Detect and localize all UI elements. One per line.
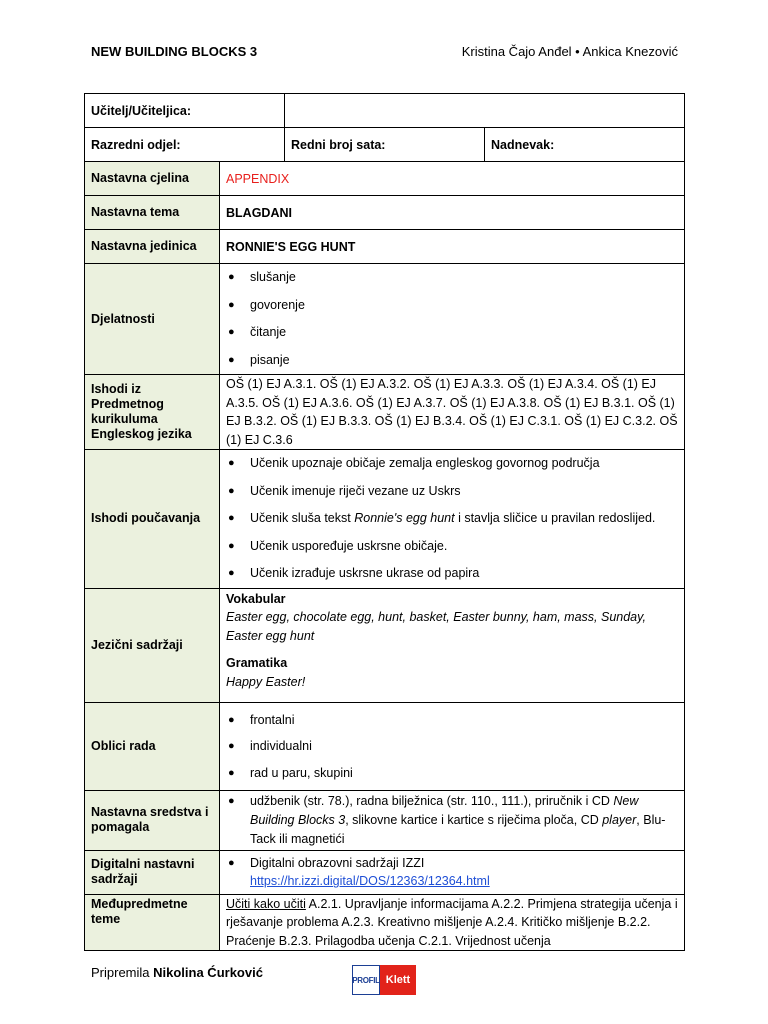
document-title: NEW BUILDING BLOCKS 3 — [91, 44, 258, 59]
materials-row — [85, 790, 685, 850]
cross-curricular-label: Međupredmetne teme — [85, 894, 220, 951]
activity-item: ● govorenje — [226, 292, 678, 320]
outcomes-value: OŠ (1) EJ A.3.1. OŠ (1) EJ A.3.2. OŠ (1) EJ A.3.3. OŠ (1) EJ A.3.4. OŠ (1) EJ A.3.5. OŠ (1) EJ A.3.6. OŠ (1) EJ A.3.7. OŠ (1) EJ A.3.8. OŠ (1) EJ B.3.1. OŠ (1) EJ B.3.2. OŠ (1) EJ B.3.3. OŠ (1) EJ B.3.4. OŠ (1) EJ C.3.1. OŠ (1) EJ C.3.2. OŠ (1) EJ C.3.6 — [220, 375, 685, 450]
lesson-plan-table — [84, 93, 685, 951]
lesson-number-label: Redni broj sata: — [285, 128, 485, 162]
class-row — [85, 128, 685, 162]
prepared-by: Pripremila Nikolina Ćurković — [91, 965, 263, 980]
activities-row — [85, 264, 685, 375]
activity-item: ● slušanje — [226, 264, 678, 292]
lesson-value: RONNIE'S EGG HUNT — [220, 230, 685, 264]
unit-label: Nastavna cjelina — [85, 162, 220, 196]
digital-content-link[interactable]: https://hr.izzi.digital/DOS/12363/12364.html — [250, 874, 490, 889]
teacher-label: Učitelj/Učiteljica: — [85, 94, 285, 128]
theme-row — [85, 196, 685, 230]
lesson-row — [85, 230, 685, 264]
teaching-outcomes-label: Ishodi poučavanja — [85, 450, 220, 589]
class-label: Razredni odjel: — [85, 128, 285, 162]
theme-value: BLAGDANI — [220, 196, 685, 230]
form-item: ● frontalni — [226, 707, 678, 734]
vocabulary-text: Easter egg, chocolate egg, hunt, basket, Easter bunny, ham, mass, Sunday, Easter egg hunt — [226, 610, 646, 644]
unit-row — [85, 162, 685, 196]
teaching-outcome-item: ● Učenik izrađuje uskrsne ukrase od papira — [226, 560, 678, 588]
teaching-outcomes-row — [85, 450, 685, 589]
activities-label: Djelatnosti — [85, 264, 220, 375]
form-item: ● rad u paru, skupini — [226, 760, 678, 787]
digital-item: ● Digitalni obrazovni sadržaji IZZI https://hr.izzi.digital/DOS/12363/12364.html — [226, 854, 678, 891]
forms-label: Oblici rada — [85, 702, 220, 790]
theme-label: Nastavna tema — [85, 196, 220, 230]
materials-label: Nastavna sredstva i pomagala — [85, 790, 220, 850]
teaching-outcome-item: ● Učenik imenuje riječi vezane uz Uskrs — [226, 478, 678, 506]
teaching-outcome-item: ● Učenik sluša tekst Ronnie's egg hunt i stavlja sličice u pravilan redoslijed. — [226, 505, 678, 533]
vocabulary-title: Vokabular — [226, 591, 286, 606]
outcomes-row — [85, 375, 685, 450]
materials-item: ● udžbenik (str. 78.), radna bilježnica (str. 110., 111.), priručnik i CD New Building Blocks 3, slikovne kartice i kartice s riječima ploča, CD player, Blu-Tack ili magnetići — [226, 792, 678, 849]
digital-row — [85, 850, 685, 894]
teacher-row — [85, 94, 685, 128]
materials-cell — [220, 790, 685, 850]
activity-item: ● čitanje — [226, 319, 678, 347]
authors: Kristina Čajo Anđel • Ankica Knezović — [461, 44, 678, 59]
language-label: Jezični sadržaji — [85, 588, 220, 702]
language-cell — [220, 588, 685, 702]
lesson-label: Nastavna jedinica — [85, 230, 220, 264]
activities-cell — [220, 264, 685, 375]
digital-label: Digitalni nastavni sadržaji — [85, 850, 220, 894]
date-label: Nadnevak: — [485, 128, 685, 162]
grammar-text: Happy Easter! — [226, 674, 306, 689]
forms-row — [85, 702, 685, 790]
teaching-outcomes-cell — [220, 450, 685, 589]
cross-curricular-value: Učiti kako učiti A.2.1. Upravljanje informacijama A.2.2. Primjena strategija učenja i rješavanje problema A.2.3. Kreativno mišljenje A.2.4. Kritičko mišljenje B.2.2. Praćenje B.2.3. Prilagodba učenja C.2.1. Vrijednost učenja — [220, 894, 685, 951]
cross-curricular-row — [85, 894, 685, 951]
unit-value: APPENDIX — [220, 162, 685, 196]
forms-cell — [220, 702, 685, 790]
profil-klett-logo: PROFIL Klett — [352, 965, 416, 995]
digital-cell — [220, 850, 685, 894]
form-item: ● individualni — [226, 733, 678, 760]
teacher-value[interactable] — [285, 94, 685, 128]
activity-item: ● pisanje — [226, 347, 678, 375]
outcomes-label: Ishodi iz Predmetnog kurikuluma Engleskog jezika — [85, 375, 220, 450]
teaching-outcome-item: ● Učenik uspoređuje uskrsne običaje. — [226, 533, 678, 561]
language-row — [85, 588, 685, 702]
grammar-title: Gramatika — [226, 656, 288, 671]
teaching-outcome-item: ● Učenik upoznaje običaje zemalja engleskog govornog područja — [226, 450, 678, 478]
